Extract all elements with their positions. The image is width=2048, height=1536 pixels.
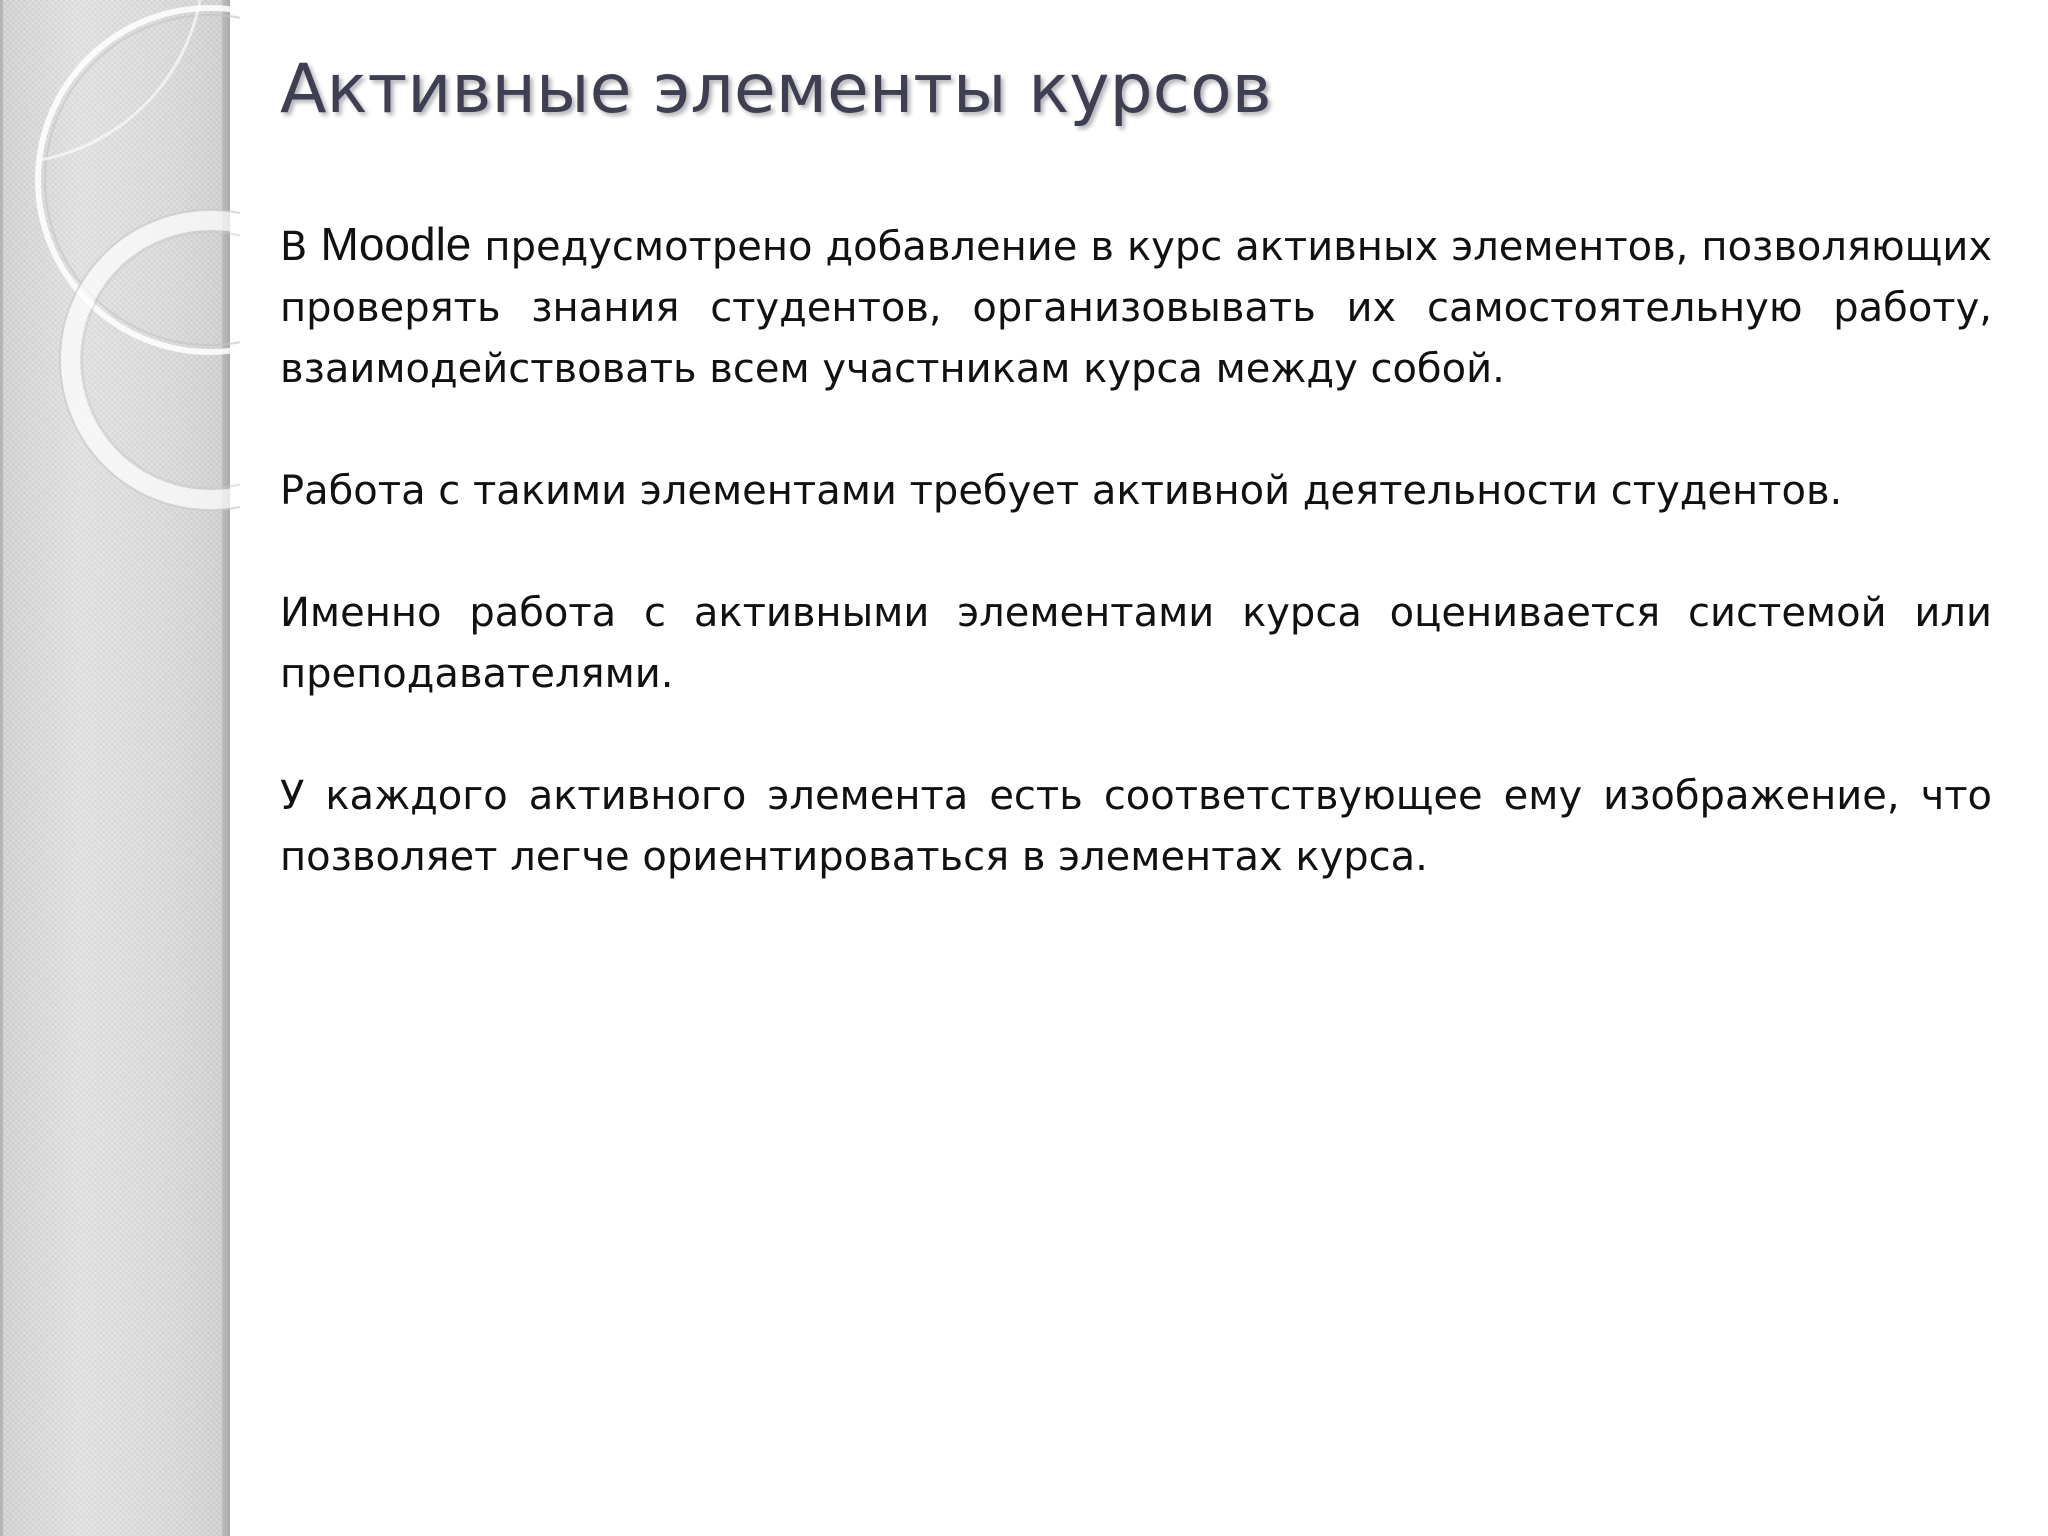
slide-title: Активные элементы курсов [280, 50, 1272, 129]
large-ring [38, 8, 240, 352]
paragraph-text: предусмотрено добавление в курс активных элементов, позволяющих проверять знания студентов, организовывать их самостоятельную работу, взаимодействовать всем участникам курса между собой. [280, 224, 1993, 392]
paragraph-active-work: Работа с такими элементами требует активной деятельности студентов. [280, 468, 1843, 514]
paragraph-assessment: Именно работа с активными элементами курса оценивается системой или преподавателями. [280, 590, 1992, 697]
paragraph-prefix: В [280, 224, 321, 270]
slide-body [280, 214, 1992, 949]
paragraph-moodle-intro [280, 214, 1992, 400]
paragraph-icons: У каждого активного элемента есть соответствующее ему изображение, что позволяет легче ориентироваться в элементах курса. [280, 773, 1992, 880]
decorative-circles [0, 0, 240, 520]
small-arc [40, 0, 200, 160]
thick-ring-outer-edge [60, 210, 240, 510]
moodle-term: Moodle [320, 218, 472, 270]
